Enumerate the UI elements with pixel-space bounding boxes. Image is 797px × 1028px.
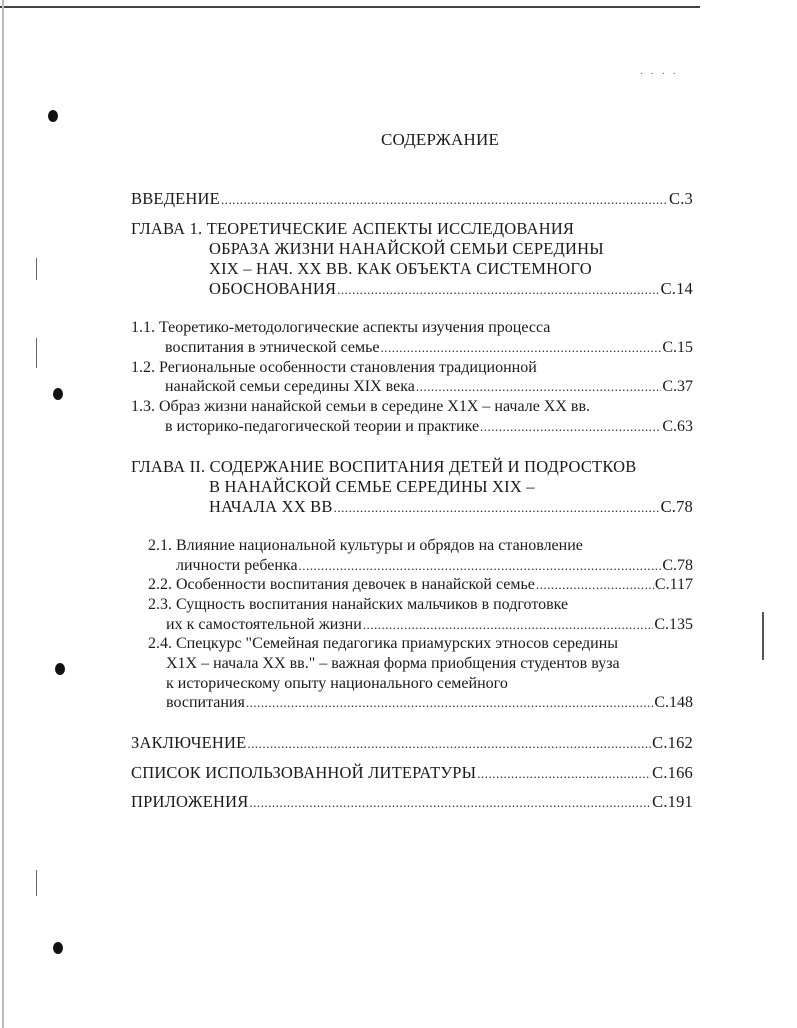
toc-entry-bibliography: СПИСОК ИСПОЛЬЗОВАННОЙ ЛИТЕРАТУРЫ ..... С.166 [131,763,693,783]
dot-leader [416,377,661,396]
punch-hole-mark [55,663,65,675]
scan-edge-right [762,612,764,660]
page-number: С.166 [652,763,693,782]
toc-entry-section-2-2: 2.2. Особенности воспитания девочек в нанайской семье ..... С.117 [148,575,693,594]
punch-hole-mark [53,388,63,400]
toc-entry-chapter1: ОБОСНОВАНИЯ ..... С.14 [209,279,693,299]
page-title: СОДЕРЖАНИЕ [380,130,500,149]
page-number: С.78 [660,497,693,516]
dot-leader [247,734,651,753]
scan-specks: . . . . [640,66,679,77]
chapter2-title-line: В НАНАЙСКОЙ СЕМЬЕ СЕРЕДИНЫ XIX – [209,477,535,496]
scan-edge-left [2,0,4,1028]
toc-section-1-3: 1.3. Образ жизни нанайской семьи в середине Х1Х – начале ХХ вв. [131,398,591,415]
toc-entry-section-1-1: воспитания в этнической семье ..... С.15 [165,338,693,357]
dot-leader [246,693,653,712]
dot-leader [221,190,668,209]
toc-section-1-1: 1.1. Теоретико-методологические аспекты изучения процесса [131,319,551,336]
chapter1-title-line: ГЛАВА 1. ТЕОРЕТИЧЕСКИЕ АСПЕКТЫ ИССЛЕДОВАНИЯ [131,219,575,238]
toc-entry-intro [131,189,693,209]
page-number: С.135 [654,616,693,633]
dot-leader [334,498,660,517]
dot-leader [299,556,662,575]
chapter1-title-line: XIX – НАЧ. XX ВВ. КАК ОБЪЕКТА СИСТЕМНОГО [209,259,592,278]
toc-entry-section-2-1: личности ребенка ..... С.78 [176,556,693,575]
toc-entry-section-1-3: в историко-педагогической теории и практике ..... С.63 [165,417,693,436]
punch-hole-mark [48,110,58,122]
toc-entry-appendices: ПРИЛОЖЕНИЯ ..... С.191 [131,792,693,812]
page-number: С.14 [660,279,693,298]
page-number: С.78 [662,557,693,574]
toc-section-2-3: 2.3. Сущность воспитания нанайских мальчиков в подготовке [148,596,569,613]
page-number: С.117 [654,576,693,593]
scan-mark [36,338,37,368]
page-number: С.15 [662,339,693,356]
toc-entry-chapter2: НАЧАЛА XX ВВ ..... С.78 [209,497,693,517]
toc-section-2-4: Х1Х – начала ХХ вв." – важная форма приобщения студентов вуза [166,655,620,672]
toc-section-2-1: 2.1. Влияние национальной культуры и обрядов на становление [148,537,583,554]
page-number: С.191 [652,792,693,811]
chapter2-title-line: ГЛАВА II. СОДЕРЖАНИЕ ВОСПИТАНИЯ ДЕТЕЙ И ПОДРОСТКОВ [131,457,637,476]
toc-section-1-2: 1.2. Региональные особенности становления традиционной [131,359,537,376]
dot-leader [536,575,654,594]
toc-entry-label: ВВЕДЕНИЕ [131,189,220,208]
chapter1-title-line: ОБРАЗА ЖИЗНИ НАНАЙСКОЙ СЕМЬИ СЕРЕДИНЫ [209,239,604,258]
toc-entry-section-2-4: воспитания ..... С.148 [166,693,693,712]
page-number: С.37 [662,378,693,395]
toc-entry-section-2-3: их к самостоятельной жизни ..... С.135 [166,615,693,634]
toc-section-2-4: к историческому опыту национального семейного [166,675,508,692]
dot-leader [363,615,654,634]
toc-entry-conclusion: ЗАКЛЮЧЕНИЕ ..... С.162 [131,733,693,753]
dot-leader [477,764,651,783]
dot-leader [380,338,661,357]
toc-entry-section-1-2: нанайской семьи середины XIX века ..... С.37 [165,377,693,396]
dot-leader [480,417,661,436]
scan-mark [36,258,37,280]
scan-edge-top [0,6,700,8]
page-number: С.3 [669,189,693,208]
page-number: С.148 [654,694,693,711]
dot-leader [249,793,651,812]
page-number: С.63 [662,418,693,435]
punch-hole-mark [53,942,63,954]
toc-section-2-4: 2.4. Спецкурс "Семейная педагогика приамурских этносов середины [148,635,619,652]
scan-mark [36,870,37,896]
dot-leader [337,280,659,299]
page-number: С.162 [652,733,693,752]
